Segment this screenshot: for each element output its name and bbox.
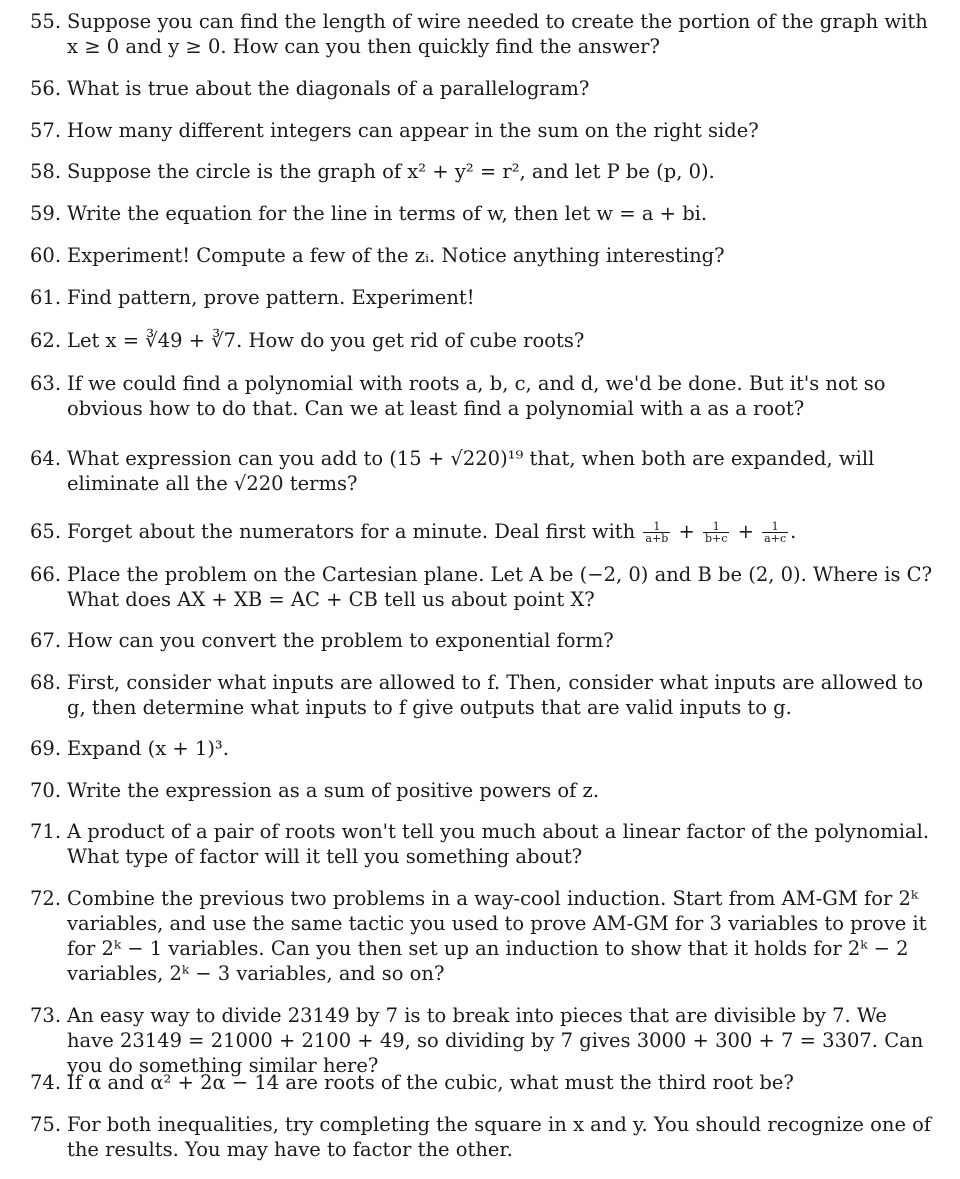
hint-number: 62. (30, 329, 62, 352)
hint-number: 56. (30, 77, 62, 100)
hint-text: First, consider what inputs are allowed to f. Then, consider what inputs are allowed to g, then determine what inputs to f give outputs that are valid inputs to g. (67, 671, 924, 719)
hint-text: What expression can you add to (15 + √220)¹⁹ that, when both are expanded, will eliminate all the √220 terms? (67, 447, 875, 495)
hint-text: Write the expression as a sum of positive powers of z. (67, 779, 600, 802)
hint-text: Suppose the circle is the graph of x² + y² = r², and let P be (p, 0). (67, 160, 715, 183)
hint-number: 64. (30, 447, 62, 470)
hint-text-lead: Forget about the numerators for a minute. Deal first with (67, 520, 636, 543)
hint-number: 74. (30, 1071, 62, 1094)
hint-item (24, 118, 938, 143)
hint-text: Combine the previous two problems in a way-cool induction. Start from AM-GM for 2ᵏ variables, and use the same tactic you used to prove AM-GM for 3 variables to prove it for 2ᵏ − 1 variables. Can you then set up an induction to show that it holds for 2ᵏ − 2 variables, 2ᵏ − 3 variables, and so on? (67, 887, 927, 985)
hint-number: 67. (30, 629, 62, 652)
hint-number: 60. (30, 244, 62, 267)
hint-text: Forget about the numerators for a minute. Deal first with $\frac{1}{a+b}$ + $\frac{1}{b+c}$ + $\frac{1}{a+c}$ . (67, 520, 797, 545)
hint-text: If we could find a polynomial with roots a, b, c, and d, we'd be done. But it's not so obvious how to do that. Can we at least find a polynomial with a as a root? (67, 372, 886, 420)
hint-text: Experiment! Compute a few of the zᵢ. Notice anything interesting? (67, 244, 725, 267)
hint-item (24, 201, 938, 226)
hint-item (24, 159, 938, 184)
hint-item (24, 736, 938, 761)
hint-text: A product of a pair of roots won't tell you much about a linear factor of the polynomial. What type of factor will it tell you something about? (67, 820, 930, 868)
hint-item (24, 243, 938, 268)
hint-number: 72. (30, 887, 62, 910)
hint-item (24, 9, 938, 59)
hint-number: 69. (30, 737, 62, 760)
hint-number: 65. (30, 520, 62, 543)
hint-item (24, 886, 938, 986)
hint-item (24, 670, 938, 720)
hint-number: 70. (30, 779, 62, 802)
hint-number: 71. (30, 820, 62, 843)
hint-number: 55. (30, 10, 62, 33)
hint-text: Find pattern, prove pattern. Experiment! (67, 286, 475, 309)
hint-item (24, 1003, 938, 1078)
hint-item (24, 778, 938, 803)
hint-item (24, 76, 938, 101)
hint-number: 59. (30, 202, 62, 225)
hint-item (24, 328, 938, 353)
hint-text: How many different integers can appear in the sum on the right side? (67, 119, 759, 142)
hint-item (24, 519, 938, 544)
hint-item (24, 628, 938, 653)
hint-number: 66. (30, 563, 62, 586)
hint-text: For both inequalities, try completing the square in x and y. You should recognize one of the results. You may have to factor the other. (67, 1113, 932, 1161)
fraction: $\frac{1}{a+b}$ (645, 520, 669, 545)
hint-text: What is true about the diagonals of a parallelogram? (67, 77, 590, 100)
hint-item (24, 446, 938, 496)
hint-item (24, 371, 938, 421)
hint-number: 58. (30, 160, 62, 183)
hint-number: 57. (30, 119, 62, 142)
hint-item (24, 1112, 938, 1162)
hint-text: An easy way to divide 23149 by 7 is to break into pieces that are divisible by 7. We have 23149 = 21000 + 2100 + 49, so dividing by 7 gives 3000 + 300 + 7 = 3307. Can you do something similar here? (67, 1004, 924, 1077)
hint-text: Expand (x + 1)³. (67, 737, 229, 760)
hint-item (24, 285, 938, 310)
hint-text: Place the problem on the Cartesian plane. Let A be (−2, 0) and B be (2, 0). Where is C? What does AX + XB = AC + CB tell us about point X? (67, 563, 933, 611)
hint-text: Suppose you can find the length of wire needed to create the portion of the graph with x ≥ 0 and y ≥ 0. How can you then quickly find the answer? (67, 10, 928, 58)
hint-number: 61. (30, 286, 62, 309)
fraction: $\frac{1}{a+c}$ (764, 520, 787, 545)
hint-number: 75. (30, 1113, 62, 1136)
hint-item (24, 1070, 938, 1095)
hint-number: 73. (30, 1004, 62, 1027)
hint-text: If α and α² + 2α − 14 are roots of the cubic, what must the third root be? (67, 1071, 794, 1094)
hint-item (24, 819, 938, 869)
fraction: $\frac{1}{b+c}$ (705, 520, 728, 545)
hint-item (24, 562, 938, 612)
hint-number: 68. (30, 671, 62, 694)
hint-text: How can you convert the problem to exponential form? (67, 629, 614, 652)
hint-text: Let x = ∛49 + ∛7. How do you get rid of cube roots? (67, 329, 585, 352)
hint-text: Write the equation for the line in terms of w, then let w = a + bi. (67, 202, 708, 225)
hint-number: 63. (30, 372, 62, 395)
